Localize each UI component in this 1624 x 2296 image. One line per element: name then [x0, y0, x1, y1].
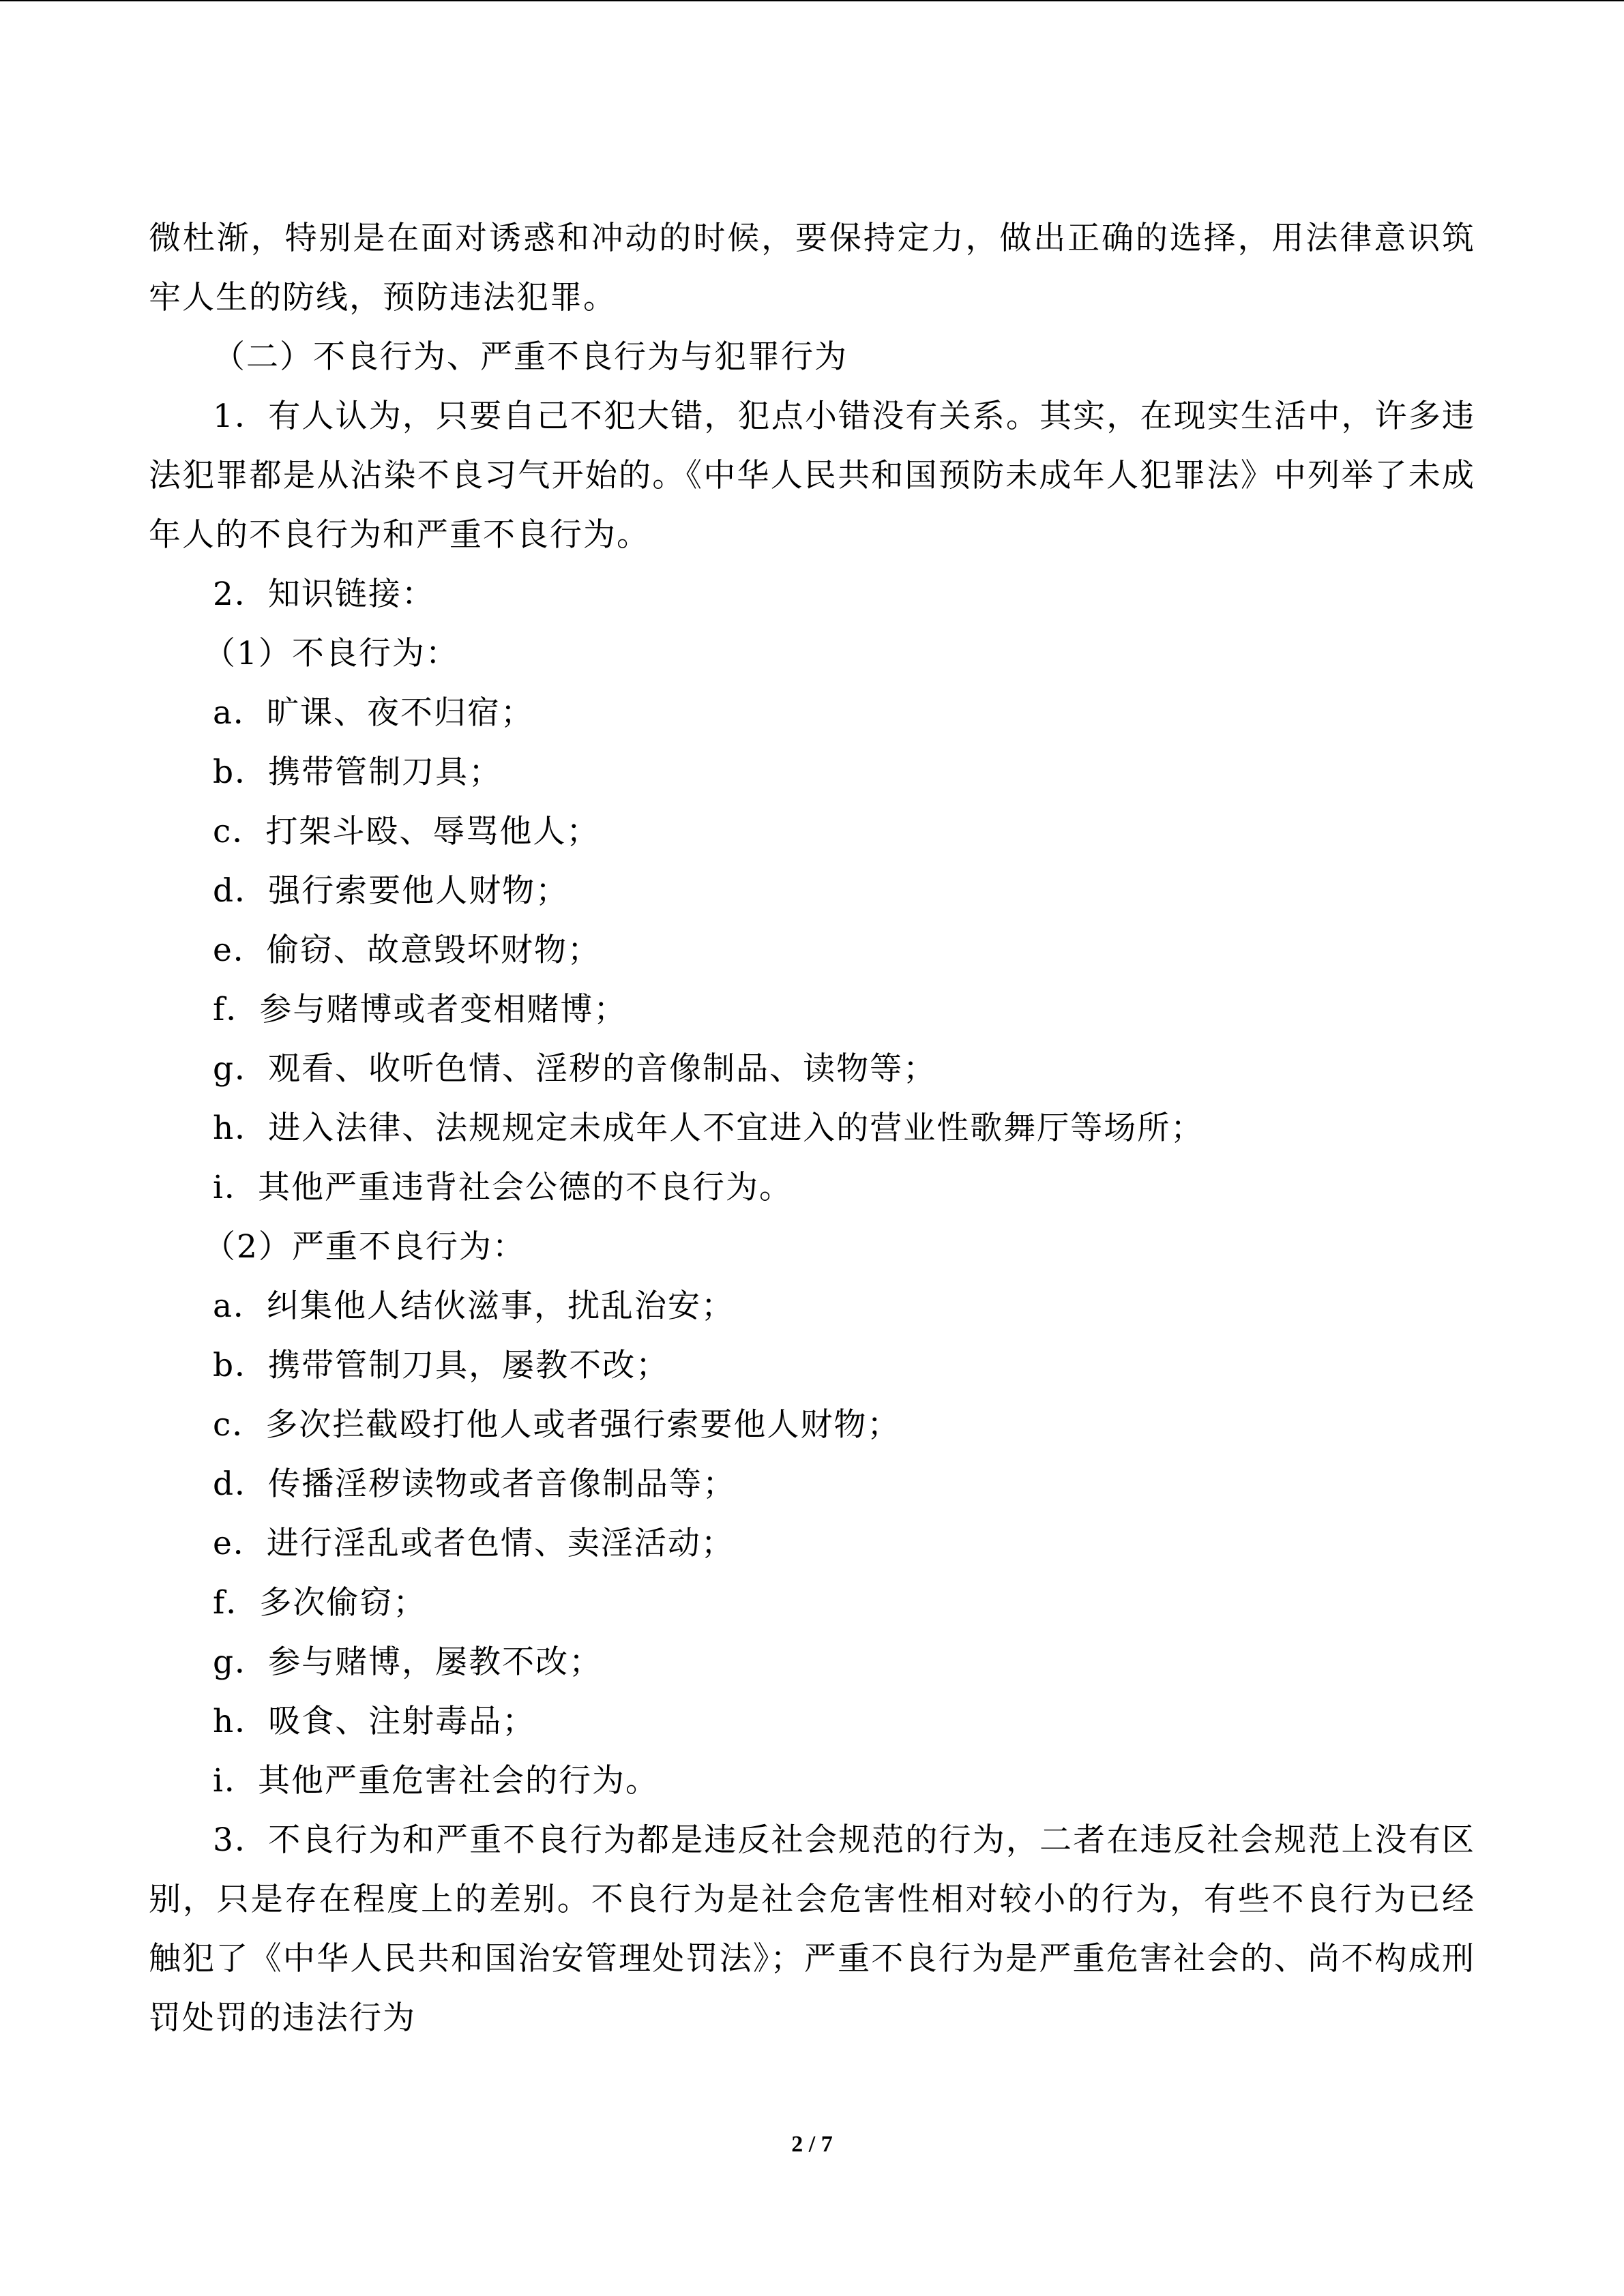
list-item: f．参与赌博或者变相赌博； [213, 991, 628, 1028]
list-item: c．打架斗殴、辱骂他人； [213, 813, 600, 850]
paragraph-3: 3．不良行为和严重不良行为都是违反社会规范的行为，二者在违反社会规范上没有区别，只是存在程度上的差别。不良行为是社会危害性相对较小的行为，有些不良行为已经触犯了《中华人民共和国治安管理处罚法》；严重不良行为是严重危害社会的、尚不构成刑罚处罚的违法行为 [149, 1821, 1475, 2037]
list-item: i．其他严重违背社会公德的不良行为。 [213, 1169, 793, 1206]
list-item: g．参与赌博，屡教不改； [213, 1643, 603, 1681]
list-item: b．携带管制刀具，屡教不改； [213, 1347, 670, 1384]
list-item: a．纠集他人结伙滋事，扰乱治安； [213, 1287, 735, 1325]
list-item: b．携带管制刀具； [213, 754, 503, 791]
list-item: e．进行淫乱或者色情、卖淫活动； [213, 1525, 735, 1562]
page-number: 2 / 7 [791, 2132, 833, 2157]
list-item: g．观看、收听色情、淫秽的音像制品、读物等； [213, 1050, 937, 1088]
list-item: c．多次拦截殴打他人或者强行索要他人财物； [213, 1406, 901, 1444]
list-item: d．传播淫秽读物或者音像制品等； [213, 1465, 737, 1503]
list-item: a．旷课、夜不归宿； [213, 694, 535, 732]
section-heading: （二）不良行为、严重不良行为与犯罪行为 [213, 338, 848, 376]
list-item: h．进入法律、法规规定未成年人不宜进入的营业性歌舞厅等场所； [213, 1109, 1205, 1147]
page-top-border [0, 0, 1624, 1]
list-item: h．吸食、注射毒品； [213, 1703, 536, 1740]
serious-behavior-title: （2）严重不良行为： [203, 1228, 526, 1266]
paragraph-2: 2．知识链接： [213, 576, 435, 613]
list-item: e．偷窃、故意毁坏财物； [213, 931, 601, 969]
list-item: f．多次偷窃； [213, 1584, 427, 1622]
paragraph-continuation: 微杜渐，特别是在面对诱惑和冲动的时候，要保持定力，做出正确的选择，用法律意识筑牢人生的防线，预防违法犯罪。 [149, 220, 1475, 316]
paragraph-1: 1．有人认为，只要自己不犯大错，犯点小错没有关系。其实，在现实生活中，许多违法犯罪都是从沾染不良习气开始的。《中华人民共和国预防未成年人犯罪法》中列举了未成年人的不良行为和严重不良行为。 [149, 398, 1475, 554]
list-item: d．强行索要他人财物； [213, 872, 570, 910]
document-body [149, 209, 1475, 2048]
list-item: i．其他严重危害社会的行为。 [213, 1762, 660, 1800]
bad-behavior-title: （1）不良行为： [203, 635, 459, 672]
